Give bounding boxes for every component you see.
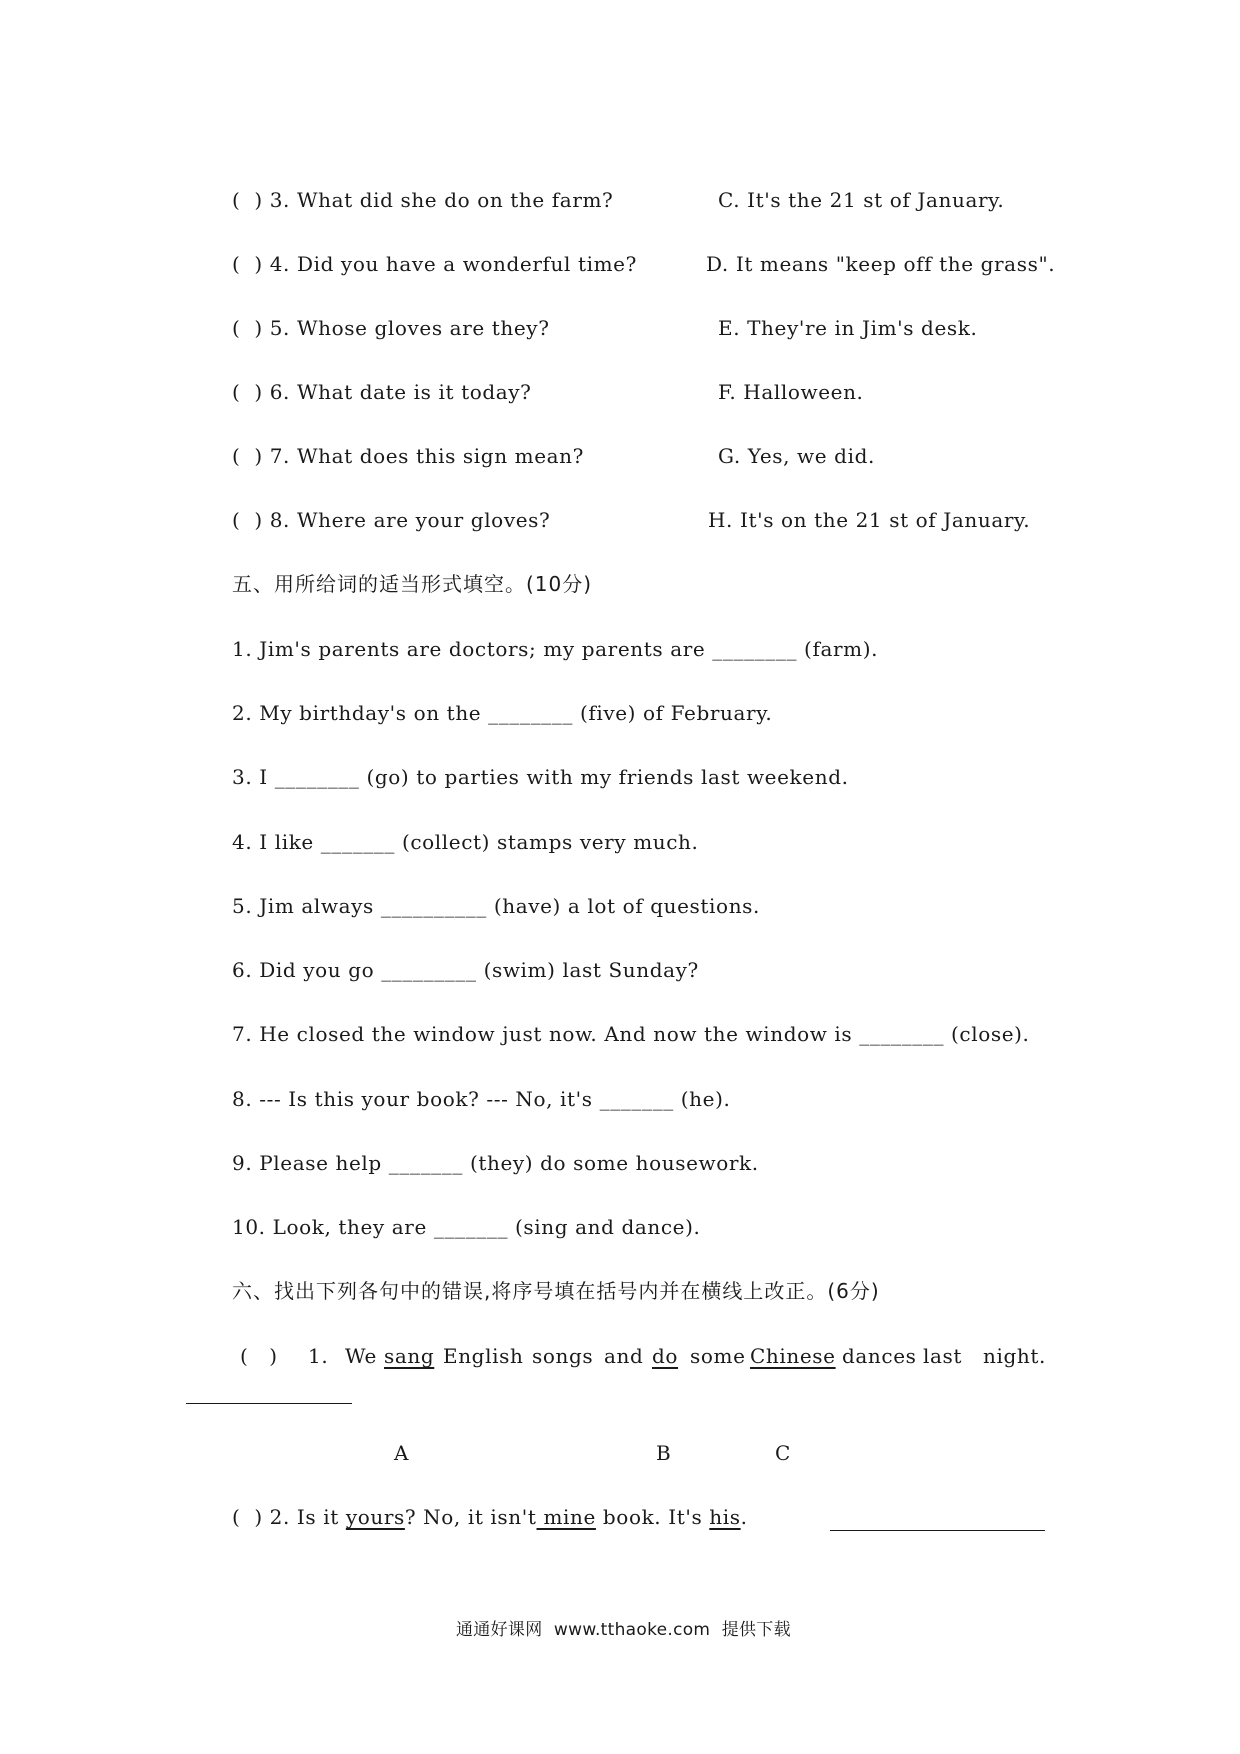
match-answer-h: H. It's on the 21 st of January.	[708, 508, 1031, 532]
match-question-5: ( ) 5. Whose gloves are they?	[232, 316, 550, 340]
answer-paren[interactable]: ( )	[240, 1344, 278, 1368]
match-question-3: ( ) 3. What did she do on the farm?	[232, 188, 614, 212]
answer-blank[interactable]	[830, 1530, 1045, 1531]
answer-paren[interactable]: ( )	[232, 316, 263, 340]
option-a-word: sang	[384, 1344, 435, 1368]
match-question-4: ( ) 4. Did you have a wonderful time?	[232, 252, 637, 276]
section5-heading: 五、用所给词的适当形式填空。(10分)	[232, 572, 593, 596]
fill-item-10[interactable]: 10. Look, they are _______ (sing and dance).	[232, 1215, 701, 1239]
match-answer-e: E. They're in Jim's desk.	[718, 316, 978, 340]
answer-paren[interactable]: ( )	[232, 252, 263, 276]
option-b-label: B	[656, 1441, 672, 1465]
answer-paren[interactable]: ( )	[232, 380, 263, 404]
answer-paren[interactable]: ( )	[232, 508, 263, 532]
fill-item-7[interactable]: 7. He closed the window just now. And now the window is ________ (close).	[232, 1022, 1030, 1046]
worksheet-page: ( ) 3. What did she do on the farm? C. It's the 21 st of January. ( ) 4. Did you have a wonderful time? D. It means "keep off the grass". ( ) 5. Whose gloves are they? E. They're in Jim's desk. ( ) 6. What date is it today? F. Halloween. ( ) 7. What does this sign mean? G. Yes, we did. ( ) 8. Where are your gloves? H. It's on the 21 st of January. 五、用所给词的适当形式填空。(10分) 1. Jim's parents are doctors; my parents are ________ (farm). 2. My birthday's on the ________ (five) of February. 3. I ________ (go) to parties with my friends last weekend. 4. I like _______ (collect) stamps very much. 5. Jim always __________ (have) a lot of questions. 6. Did you go _________ (swim) last Sunday? 7. He closed the window just now. And now the window is ________ (close). 8. --- Is this your book? --- No, it's _______ (he). 9. Please help _______ (they) do some housework. 10. Look, they are _______ (sing and dance). 六、找出下列各句中的错误,将序号填在括号内并在横线上改正。(6分) ( ) 1. We sang English songs and do some Chinese dances last night. A B C ( ) 2. Is it yours? No, it isn't mine book. It's his. 通通好课网 www.tthaoke.com 提供下载	[0, 0, 1240, 1754]
footer-credit: 通通好课网 www.tthaoke.com 提供下载	[456, 1620, 791, 1640]
option-b-word: mine	[536, 1505, 596, 1529]
fill-item-9[interactable]: 9. Please help _______ (they) do some housework.	[232, 1151, 759, 1175]
option-b-word: do	[652, 1344, 679, 1368]
match-answer-g: G. Yes, we did.	[718, 444, 875, 468]
match-answer-d: D. It means "keep off the grass".	[706, 252, 1056, 276]
fill-item-6[interactable]: 6. Did you go _________ (swim) last Sunday?	[232, 958, 699, 982]
fill-item-3[interactable]: 3. I ________ (go) to parties with my friends last weekend.	[232, 765, 849, 789]
fill-item-8[interactable]: 8. --- Is this your book? --- No, it's _______ (he).	[232, 1087, 731, 1111]
fill-item-4[interactable]: 4. I like _______ (collect) stamps very much.	[232, 830, 699, 854]
match-answer-f: F. Halloween.	[718, 380, 864, 404]
answer-paren[interactable]: ( )	[232, 444, 263, 468]
section6-heading: 六、找出下列各句中的错误,将序号填在括号内并在横线上改正。(6分)	[232, 1279, 880, 1303]
answer-paren[interactable]: ( )	[232, 188, 263, 212]
match-question-6: ( ) 6. What date is it today?	[232, 380, 532, 404]
option-c-word: Chinese	[750, 1344, 836, 1368]
option-c-label: C	[775, 1441, 791, 1465]
option-a-word: yours	[345, 1505, 405, 1529]
fill-item-5[interactable]: 5. Jim always __________ (have) a lot of questions.	[232, 894, 760, 918]
match-question-8: ( ) 8. Where are your gloves?	[232, 508, 551, 532]
match-answer-c: C. It's the 21 st of January.	[718, 188, 1005, 212]
fill-item-2[interactable]: 2. My birthday's on the ________ (five) of February.	[232, 701, 773, 725]
match-question-7: ( ) 7. What does this sign mean?	[232, 444, 584, 468]
option-c-word: his	[709, 1505, 741, 1529]
fill-item-1[interactable]: 1. Jim's parents are doctors; my parents are ________ (farm).	[232, 637, 879, 661]
answer-blank[interactable]	[186, 1403, 352, 1404]
option-a-label: A	[394, 1441, 410, 1465]
